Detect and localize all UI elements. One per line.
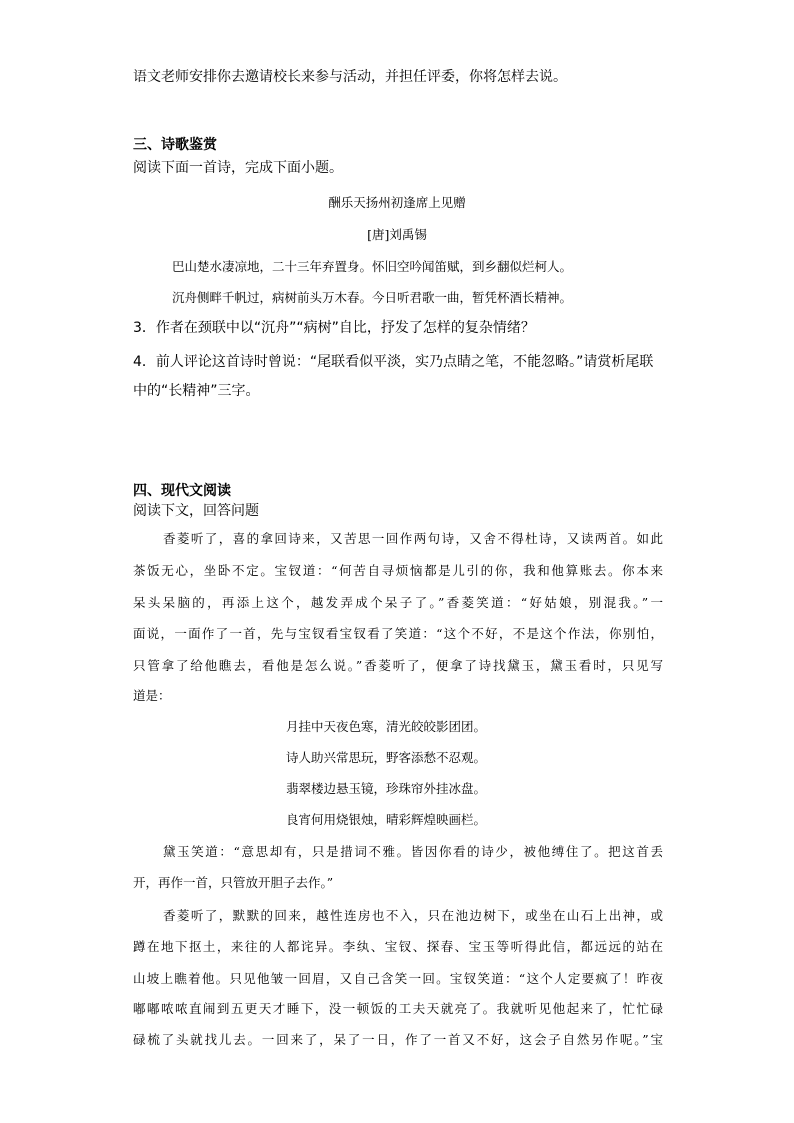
- poem-line: 巴山楚水凄凉地，二十三年弃置身。怀旧空吟闻笛赋，到乡翻似烂柯人。: [172, 259, 573, 274]
- paragraph-line: 香菱听了，默默的回来，越性连房也不入，只在池边树下，或坐在山石上出神，或: [163, 908, 663, 923]
- question-4: 4．前人评论这首诗时曾说：“尾联看似平淡，实乃点睛之笔，不能忽略。”请赏析尾联: [133, 354, 654, 370]
- intro-text: 语文老师安排你去邀请校长来参与活动，并担任评委，你将怎样去说。: [133, 69, 567, 85]
- poem-title: 酬乐天扬州初逢席上见赠: [328, 195, 466, 210]
- embedded-poem-line: 翡翠楼边悬玉镜，珍珠帘外挂冰盘。: [286, 781, 487, 796]
- poem-author: [唐]刘禹锡: [367, 227, 427, 242]
- section-instruction-reading: 阅读下文，回答问题: [133, 503, 259, 519]
- paragraph-line: 嘟嘟哝哝直闹到五更天才睡下，没一顿饭的工夫天就亮了。我就听见他起来了，忙忙碌: [133, 1001, 663, 1016]
- paragraph-line: 蹲在地下抠土，来往的人都诧异。李纨、宝钗、探春、宝玉等听得此信，都远远的站在: [133, 939, 663, 954]
- paragraph-line: 碌梳了头就找儿去。一回来了，呆了一日，作了一首又不好，这会子自然另作呢。”宝: [133, 1032, 663, 1047]
- paragraph-line: 面说，一面作了一首，先与宝钗看宝钗看了笑道：“这个不好，不是这个作法，你别怕，: [133, 626, 663, 641]
- embedded-poem-line: 诗人助兴常思玩，野客添愁不忍观。: [286, 750, 487, 765]
- section-heading-modern-reading: 四、现代文阅读: [133, 483, 231, 499]
- embedded-poem-line: 良宵何用烧银烛，晴彩辉煌映画栏。: [286, 812, 487, 827]
- paragraph-line: 只管拿了给他瞧去，看他是怎么说。”香菱听了，便拿了诗找黛玉，黛玉看时，只见写: [133, 658, 663, 673]
- paragraph-line: 山坡上瞧着他。只见他皱一回眉，又自己含笑一回。宝钗笑道：“这个人定要疯了！昨夜: [133, 971, 663, 986]
- section-heading-poetry: 三、诗歌鉴赏: [133, 137, 217, 153]
- paragraph-line: 道是：: [133, 688, 171, 703]
- poem-line: 沉舟侧畔千帆过，病树前头万木春。今日听君歌一曲，暂凭杯酒长精神。: [172, 290, 573, 305]
- paragraph-line: 开，再作一首，只管放开胆子去作。”: [133, 875, 334, 890]
- paragraph-line: 呆头呆脑的，再添上这个，越发弄成个呆子了。”香菱笑道：“好姑娘，别混我。”一: [133, 595, 663, 610]
- paragraph-line: 香菱听了，喜的拿回诗来，又苦思一回作两句诗，又舍不得杜诗，又读两首。如此: [163, 531, 663, 546]
- paragraph-line: 黛玉笑道：“意思却有，只是措词不雅。皆因你看的诗少，被他缚住了。把这首丢: [163, 844, 663, 859]
- paragraph-line: 茶饭无心，坐卧不定。宝钗道：“何苦自寻烦恼都是儿引的你，我和他算账去。你本来: [133, 563, 663, 578]
- embedded-poem-line: 月挂中天夜色寒，清光皎皎影团团。: [286, 719, 487, 734]
- section-instruction-poetry: 阅读下面一首诗，完成下面小题。: [133, 160, 343, 176]
- question-3: 3．作者在颈联中以“沉舟”“病树”自比，抒发了怎样的复杂情绪？: [133, 320, 535, 336]
- question-4-cont: 中的“长精神”三字。: [133, 383, 260, 399]
